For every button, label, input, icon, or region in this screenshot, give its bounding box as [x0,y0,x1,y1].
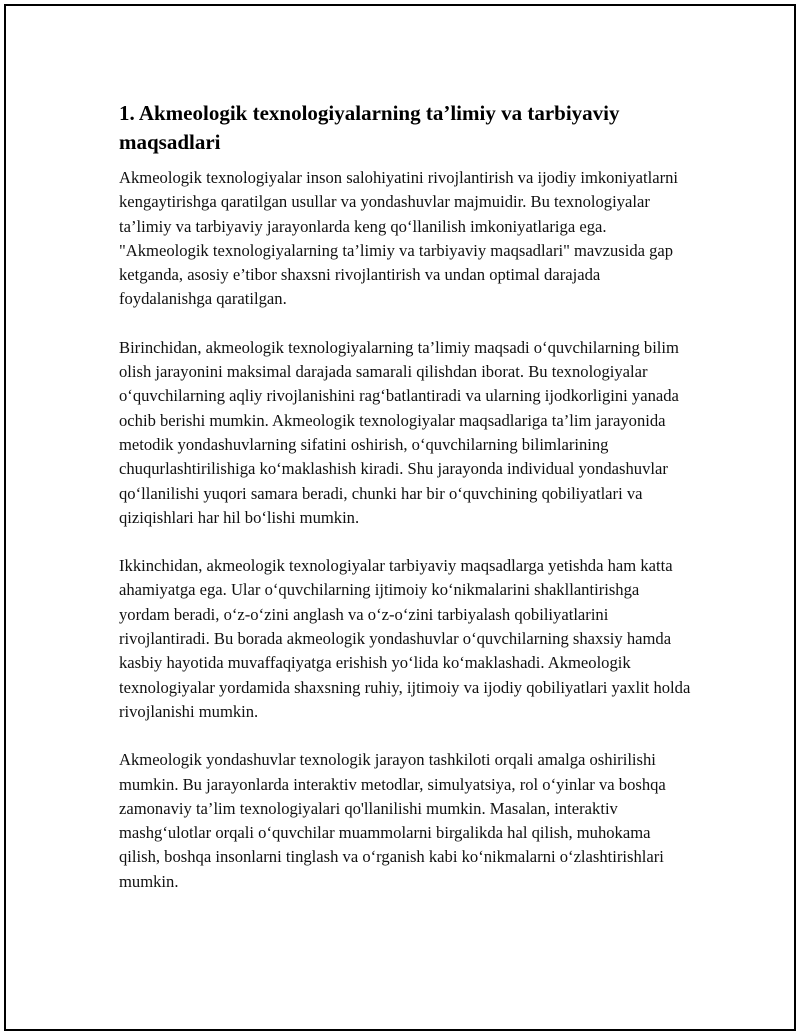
paragraph-3: Ikkinchidan, akmeologik texnologiyalar tarbiyaviy maqsadlarga yetishda ham katta ahamiyatga ega. Ular o‘quvchilarning ijtimoiy ko‘nikmalarini shakllantirishga yordam beradi, o‘z-o‘zini anglash va o‘z-o‘zini tarbiyalash qobiliyatlarini rivojlantiradi. Bu borada akmeologik yondashuvlar o‘quvchilarning shaxsiy hamda kasbiy hayotida muvaffaqiyatga erishish yo‘lida ko‘maklashadi. Akmeologik texnologiyalar yordamida shaxsning ruhiy, ijtimoiy va ijodiy qobiliyatlari yaxlit holda rivojlanishi mumkin. [119,556,691,721]
paragraph-2: Birinchidan, akmeologik texnologiyalarning ta’limiy maqsadi o‘quvchilarning bilim olish jarayonini maksimal darajada samarali qilishdan iborat. Bu texnologiyalar o‘quvchilarning aqliy rivojlanishini rag‘batlantiradi va ularning ijodkorligini yanada ochib berishi mumkin. Akmeologik texnologiyalar maqsadlariga ta’lim jarayonida metodik yondashuvlarning sifatini oshirish, o‘quvchilarning bilimlarining chuqurlashtirilishiga ko‘maklashish kiradi. Shu jarayonda individual yondashuvlar qo‘llanilishi yuqori samara beradi, chunki har bir o‘quvchining qobiliyatlari va qiziqishlari har hil bo‘lishi mumkin. [119,337,679,527]
paragraph-1: Akmeologik texnologiyalar inson salohiyatini rivojlantirish va ijodiy imkoniyatlarni kengaytirishga qaratilgan usullar va yondashuvlar majmuidir. Bu texnologiyalar ta’limiy va tarbiyaviy jarayonlarda keng qo‘llanilish imkoniyatlariga ega. "Akmeologik texnologiyalarning ta’limiy va tarbiyaviy maqsadlari" mavzusida gap ketganda, asosiy e’tibor shaxsni rivojlantirish va undan optimal darajada foydalanishga qaratilgan. [119,168,679,309]
page-frame [4,4,796,1031]
paragraph-4: Akmeologik yondashuvlar texnologik jarayon tashkiloti orqali amalga oshirilishi mumkin. Bu jarayonlarda interaktiv metodlar, simulyatsiya, rol o‘yinlar va boshqa zamonaviy ta’lim texnologiyalari qo'llanilishi mumkin. Masalan, interaktiv mashg‘ulotlar orqali o‘quvchilar muammolarni birgalikda hal qilish, muhokama qilish, boshqa insonlarni tinglash va o‘rganish kabi ko‘nikmalarni o‘zlashtirishlari mumkin. [119,750,666,891]
document-body [119,99,694,894]
section-heading: 1. Akmeologik texnologiyalarning ta’limiy va tarbiyaviy maqsadlari [119,101,620,154]
